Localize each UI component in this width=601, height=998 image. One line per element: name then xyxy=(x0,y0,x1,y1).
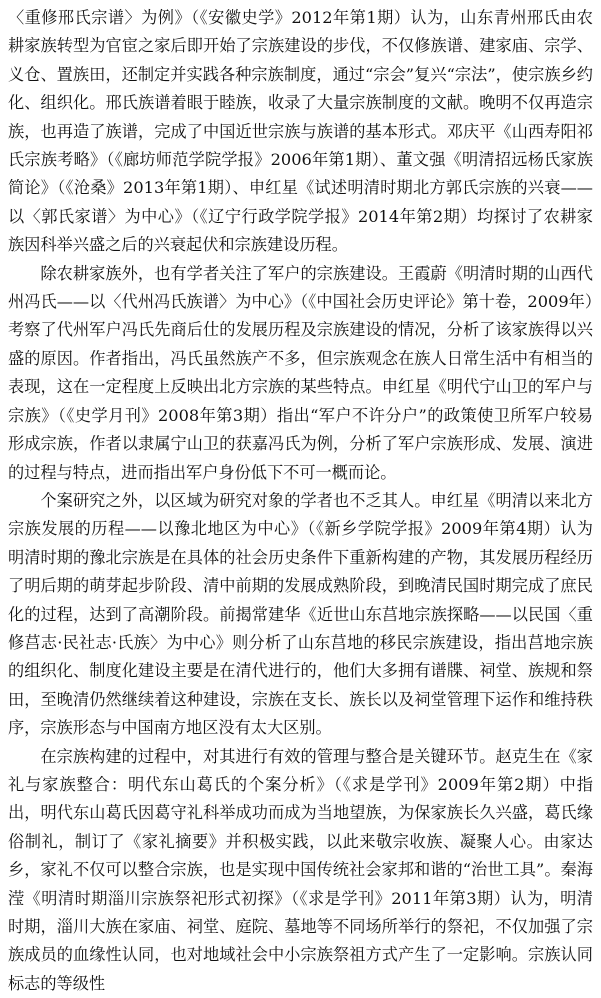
paragraph-4: 在宗族构建的过程中，对其进行有效的管理与整合是关键环节。赵克生在《家礼与家族整合：明代东山葛氏的个案分析》（《求是学刊》2009年第2期）中指出，明代东山葛氏因葛守礼科举成功而成为当地望族，为保家族长久兴盛，葛氏缘俗制礼，制订了《家礼摘要》并积极实践，以此来敬宗收族、凝聚人心。由家达乡，家礼不仅可以整合宗族，也是实现中国传统社会家邦和谐的“治世工具”。秦海滢《明清时期淄川宗族祭祀形式初探》（《求是学刊》2011年第3期）认为，明清时期，淄川大族在家庙、祠堂、庭院、墓地等不同场所举行的祭祀，不仅加强了宗族成员的血缘性认同，也对地域社会中小宗族祭祖方式产生了一定影响。宗族认同标志的等级性 xyxy=(8,746,593,993)
paragraph-2: 除农耕家族外，也有学者关注了军户的宗族建设。王霞蔚《明清时期的山西代州冯氏——以〈代州冯氏族谱〉为中心》（《中国社会历史评论》第十卷，2009年）考察了代州军户冯氏先商后仕的发展历程及宗族建设的情况，分析了该家族得以兴盛的原因。作者指出，冯氏虽然族产不多，但宗族观念在族人日常生活中有相当的表现，这在一定程度上反映出北方宗族的某些特点。申红星《明代宁山卫的军户与宗族》（《史学月刊》2008年第3期）指出“军户不许分户”的政策使卫所军户较易形成宗族，作者以隶属宁山卫的获嘉冯氏为例，分析了军户宗族形成、发展、演进的过程与特点，进而指出军户身份低下不可一概而论。 xyxy=(8,263,593,482)
paragraph-1: 〈重修邢氏宗谱〉为例》（《安徽史学》2012年第1期）认为，山东青州邢氏由农耕家族转型为官宦之家后即开始了宗族建设的步伐，不仅修族谱、建家庙、宗学、义仓、置族田，还制定并实践各种宗族制度，通过“宗会”复兴“宗法”，使宗族乡约化、组织化。邢氏族谱着眼于睦族，收录了大量宗族制度的文献。晚明不仅再造宗族，也再造了族谱，完成了中国近世宗族与族谱的基本形式。邓庆平《山西寿阳祁氏宗族考略》（《廊坊师范学院学报》2006年第1期）、董文强《明清招远杨氏家族简论》（《沧桑》2013年第1期）、申红星《试述明清时期北方郭氏宗族的兴衰——以〈郭氏家谱〉为中心》（《辽宁行政学院学报》2014年第2期）均探讨了农耕家族因科举兴盛之后的兴衰起伏和宗族建设历程。 xyxy=(8,8,593,255)
paragraph-3: 个案研究之外，以区域为研究对象的学者也不乏其人。申红星《明清以来北方宗族发展的历程——以豫北地区为中心》（《新乡学院学报》2009年第4期）认为明清时期的豫北宗族是在具体的社会历史条件下重新构建的产物，其发展历程经历了明后期的萌芽起步阶段、清中前期的发展成熟阶段，到晚清民国时期完成了庶民化的过程，达到了高潮阶段。前揭常建华《近世山东莒地宗族探略——以民国〈重修莒志·民社志·氏族〉为中心》则分析了山东莒地的移民宗族建设，指出莒地宗族的组织化、制度化建设主要是在清代进行的，他们大多拥有谱牒、祠堂、族规和祭田，至晚清仍然继续着这种建设，宗族在支长、族长以及祠堂管理下运作和维持秩序，宗族形态与中国南方地区没有太大区别。 xyxy=(8,490,593,738)
